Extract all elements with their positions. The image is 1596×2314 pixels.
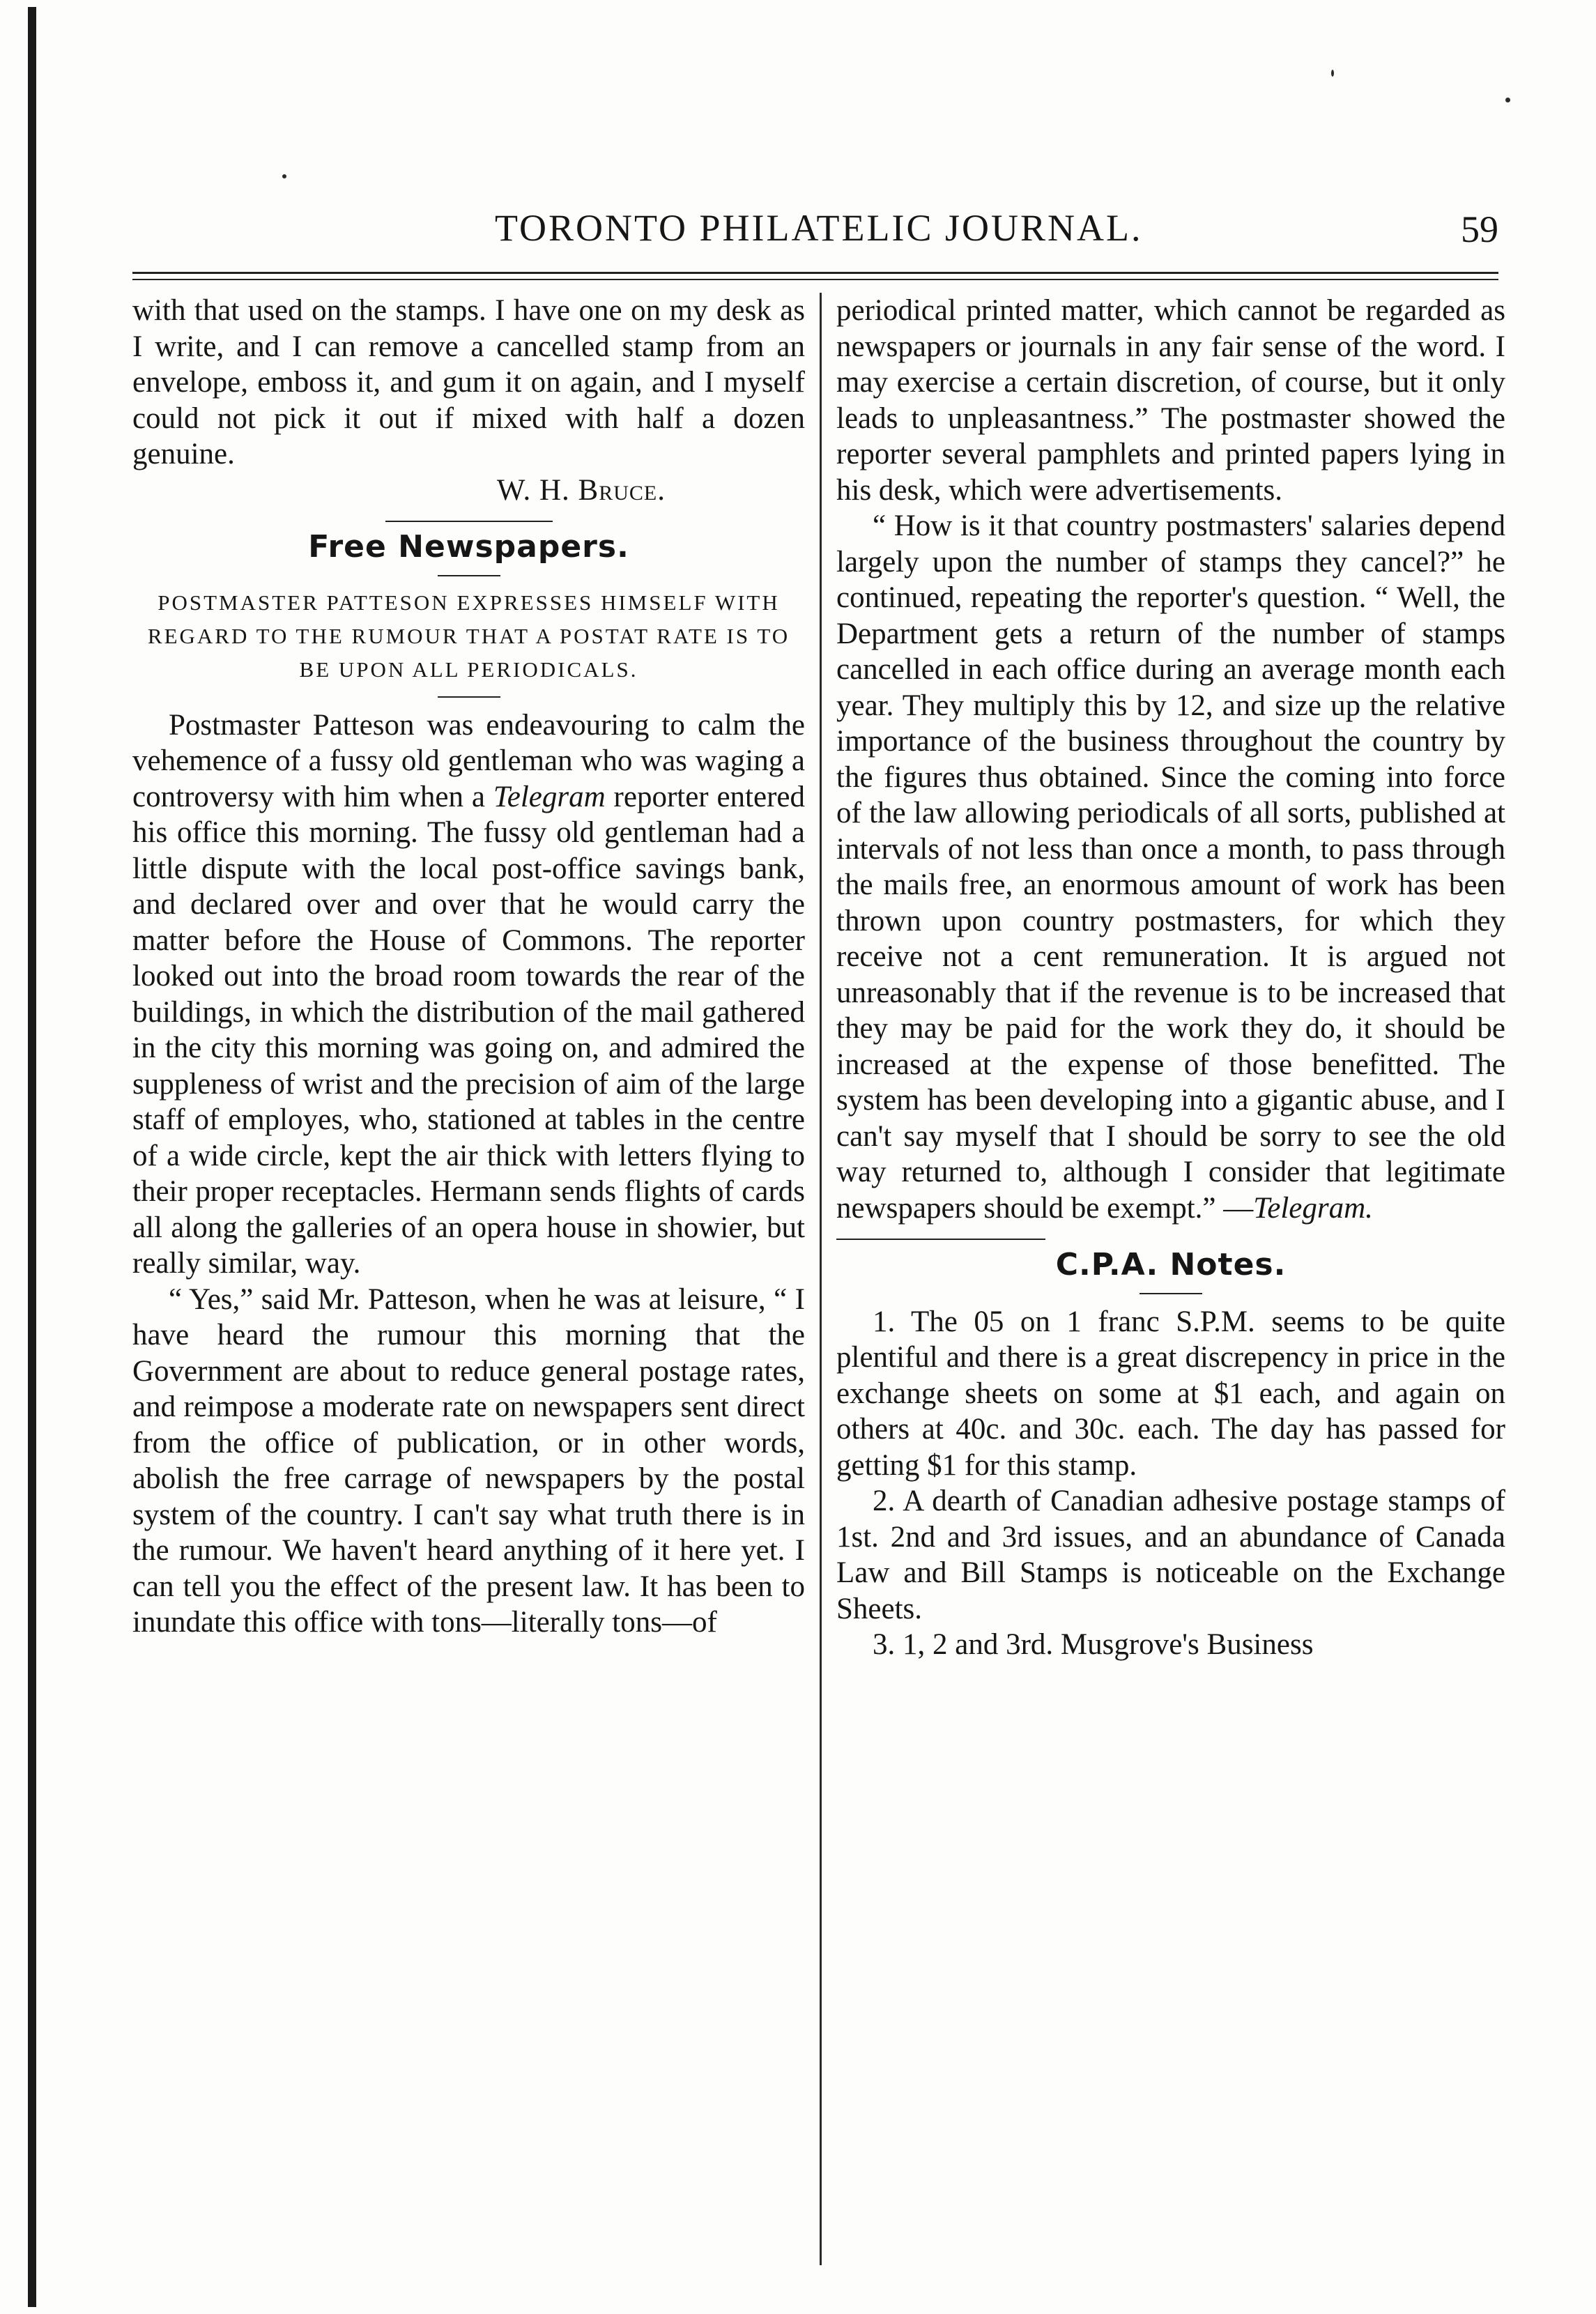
note-item: 3. 1, 2 and 3rd. Musgrove's Business bbox=[873, 1628, 1314, 1661]
paragraph-text: Postmaster Patteson was endeavouring to calm the vehemence of a fussy old gentleman who was waging a controversy with him when a bbox=[132, 708, 805, 813]
paragraph-text: “ How is it that country postmasters' salaries depend largely upon the number of stamps they cancel?” he continued, repeating the reporter's question. “ Well, the Department gets a return of the number of stamps cancelled in each office during an average month each year. They multiply this by 12, and size up the relative importance of the business throughout the country by the figures thus obtained. Since the coming into force of the law allowing periodicals of all sorts, published at intervals of not less than once a month, to pass through the mails free, an enormous amount of work has been thrown upon country postmasters, for which they receive not a cent remuneration. It is argued not unreasonably that if the revenue is to be increased that they may be paid for the work they do, it should be increased at the expense of those benefitted. The system has been developing into a gigantic abuse, and I can't say myself that I should be sorry to see the old way returned to, although I consider that legitimate newspapers should be exempt.” — bbox=[836, 509, 1505, 1225]
article-subhead: POSTMASTER PATTESON EXPRESSES HIMSELF WITH REGARD TO THE RUMOUR THAT A POSTAT RATE IS TO BE UPON ALL PERIODICALS. bbox=[147, 590, 790, 682]
right-column bbox=[836, 293, 1505, 1663]
page-binding-edge bbox=[28, 7, 36, 2307]
page-number: 59 bbox=[1461, 208, 1498, 250]
title-rule bbox=[438, 575, 500, 576]
article-paragraph: “ Yes,” said Mr. Patteson, when he was at leisure, “ I have heard the rumour this morning that the Government are about to reduce general postage rates, and reimpose a moderate rate on newspapers sent direct from the office of publication, or in other words, abolish the free carrage of newspapers by the postal system of the country. I can't say what truth there is in the rumour. We haven't heard anything of it here yet. I can tell you the effect of the present law. It has been to inundate this office with tons—literally tons—of bbox=[132, 1282, 805, 1639]
newspaper-name: Telegram bbox=[493, 780, 606, 813]
ink-speck bbox=[1505, 98, 1510, 102]
source-credit: Telegram. bbox=[1253, 1191, 1373, 1225]
author-signature: W. H. Bruce. bbox=[496, 473, 666, 507]
section-rule bbox=[385, 521, 553, 522]
left-column bbox=[132, 293, 805, 1641]
section-rule bbox=[836, 1239, 1045, 1240]
note-item: 2. A dearth of Canadian adhesive postage stamps of 1st. 2nd and 3rd issues, and an abundance of Canada Law and Bill Stamps is noticeable on the Exchange Sheets. bbox=[836, 1485, 1505, 1625]
column-divider bbox=[820, 293, 822, 2265]
article-title: Free Newspapers. bbox=[308, 529, 629, 565]
note-item: 1. The 05 on 1 franc S.P.M. seems to be quite plentiful and there is a great discrepency in price in the exchange sheets on some at $1 each, and again on others at 40c. and 30c. each. The day has passed for getting $1 for this stamp. bbox=[836, 1305, 1505, 1482]
header-double-rule bbox=[132, 272, 1498, 280]
continued-paragraph: with that used on the stamps. I have one on my desk as I write, and I can remove a cancelled stamp from an envelope, emboss it, and gum it on again, and I myself could not pick it out if mixed with half a dozen genuine. bbox=[132, 294, 805, 470]
article-paragraph bbox=[132, 707, 805, 1282]
article-paragraph: periodical printed matter, which cannot be regarded as newspapers or journals in any fair sense of the word. I may exercise a certain discretion, of course, but it only leads to unpleasantness.” The postmaster showed the reporter several pamphlets and printed papers lying in his desk, which were advertisements. bbox=[836, 294, 1505, 507]
section-title: C.P.A. Notes. bbox=[1055, 1247, 1287, 1282]
ink-speck bbox=[1331, 70, 1334, 77]
paragraph-text: reporter entered his office this morning. The fussy old gentleman had a little dispute with the local post-office savings bank, and declared over and over that he would carry the matter before the House of Commons. The reporter looked out into the broad room towards the rear of the buildings, in which the distribution of the mail gathered in the city this morning was going on, and admired the suppleness of wrist and the precision of aim of the large staff of employes, who, stationed at tables in the centre of a wide circle, kept the air thick with letters flying to their proper receptacles. Hermann sends flights of cards all along the galleries of an opera house in showier, but really similar, way. bbox=[132, 780, 805, 1280]
subhead-rule bbox=[438, 696, 500, 698]
journal-title: TORONTO PHILATELIC JOURNAL. bbox=[495, 207, 1143, 249]
article-paragraph bbox=[836, 508, 1505, 1226]
ink-speck bbox=[282, 174, 286, 178]
title-rule bbox=[1140, 1293, 1202, 1294]
running-header bbox=[132, 206, 1498, 255]
